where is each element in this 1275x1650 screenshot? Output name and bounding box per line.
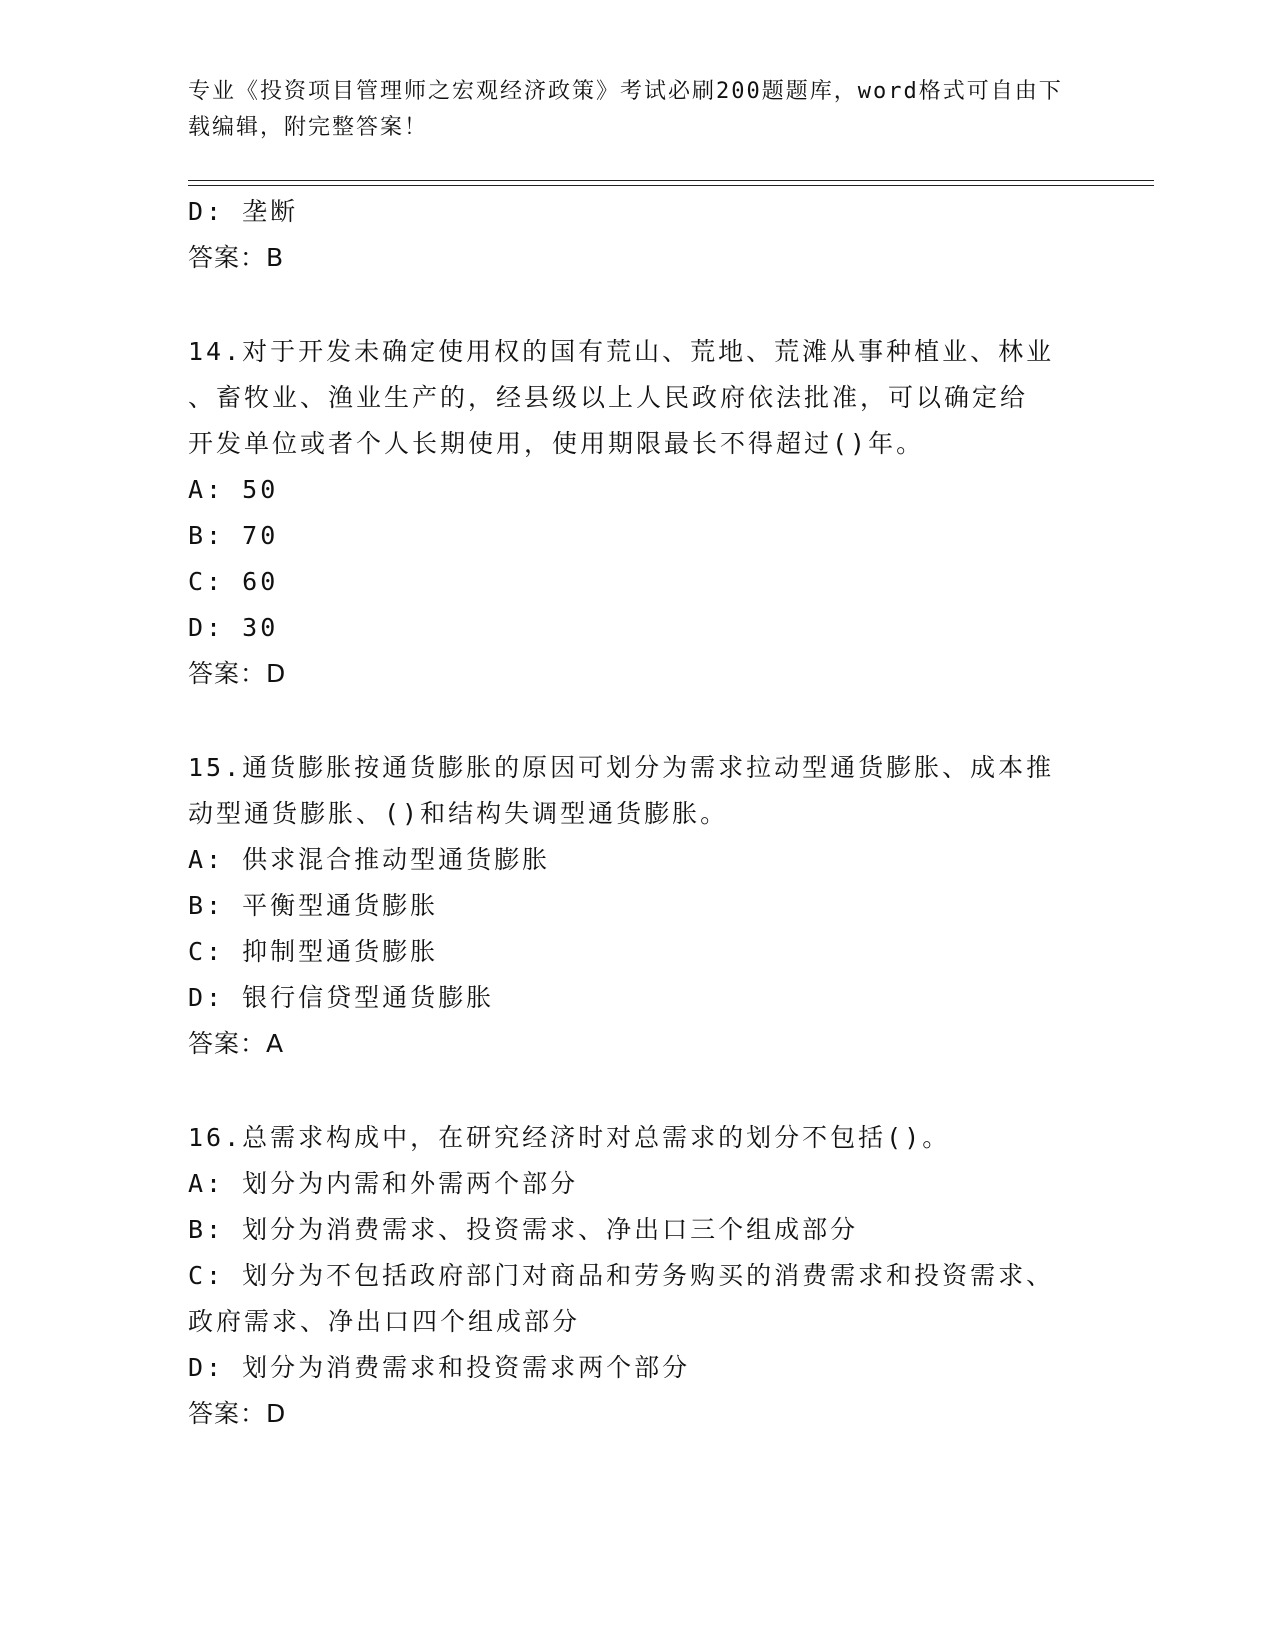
question-14-option-b: B: 70 <box>188 521 279 550</box>
question-16-text-line-1: 16.总需求构成中，在研究经济时对总需求的划分不包括()。 <box>188 1123 951 1152</box>
question-16-option-a: A: 划分为内需和外需两个部分 <box>188 1169 579 1198</box>
header-intro-text: 专业《投资项目管理师之宏观经济政策》考试必刷200题题库，word格式可自由下载编辑，附完整答案！ <box>188 79 1063 140</box>
question-15 <box>188 745 1088 1067</box>
question-14-option-d: D: 30 <box>188 613 279 642</box>
header-rule-bottom <box>188 185 1154 186</box>
question-16 <box>188 1115 1088 1437</box>
question-16-answer: 答案：D <box>188 1399 287 1428</box>
question-content <box>188 189 1088 1437</box>
question-14-option-a: A: 50 <box>188 475 279 504</box>
question-14-answer: 答案：D <box>188 659 287 688</box>
document-header <box>188 74 1068 146</box>
question-15-text-line-1: 15.通货膨胀按通货膨胀的原因可划分为需求拉动型通货膨胀、成本推 <box>188 753 1055 782</box>
question-15-option-a: A: 供求混合推动型通货膨胀 <box>188 845 551 874</box>
question-15-text-line-2: 动型通货膨胀、()和结构失调型通货膨胀。 <box>188 799 729 828</box>
prev-question-option-d: D: 垄断 <box>188 197 299 226</box>
header-rule-top <box>188 180 1154 181</box>
question-16-option-c-line-1: C: 划分为不包括政府部门对商品和劳务购买的消费需求和投资需求、 <box>188 1261 1055 1290</box>
question-16-option-b: B: 划分为消费需求、投资需求、净出口三个组成部分 <box>188 1215 859 1244</box>
question-16-option-c-line-2: 政府需求、净出口四个组成部分 <box>188 1307 581 1336</box>
question-14-text-line-3: 开发单位或者个人长期使用，使用期限最长不得超过()年。 <box>188 429 925 458</box>
question-14-option-c: C: 60 <box>188 567 279 596</box>
question-14-text-line-1: 14.对于开发未确定使用权的国有荒山、荒地、荒滩从事种植业、林业 <box>188 337 1055 366</box>
question-14 <box>188 329 1088 697</box>
spacer <box>188 281 1088 329</box>
prev-question-answer: 答案：B <box>188 243 285 272</box>
spacer <box>188 697 1088 745</box>
question-15-option-c: C: 抑制型通货膨胀 <box>188 937 439 966</box>
question-15-answer: 答案：A <box>188 1029 285 1058</box>
question-14-text-line-2: 、畜牧业、渔业生产的，经县级以上人民政府依法批准，可以确定给 <box>188 383 1029 412</box>
question-16-option-d: D: 划分为消费需求和投资需求两个部分 <box>188 1353 691 1382</box>
spacer <box>188 1067 1088 1115</box>
question-15-option-b: B: 平衡型通货膨胀 <box>188 891 439 920</box>
question-15-option-d: D: 银行信贷型通货膨胀 <box>188 983 495 1012</box>
